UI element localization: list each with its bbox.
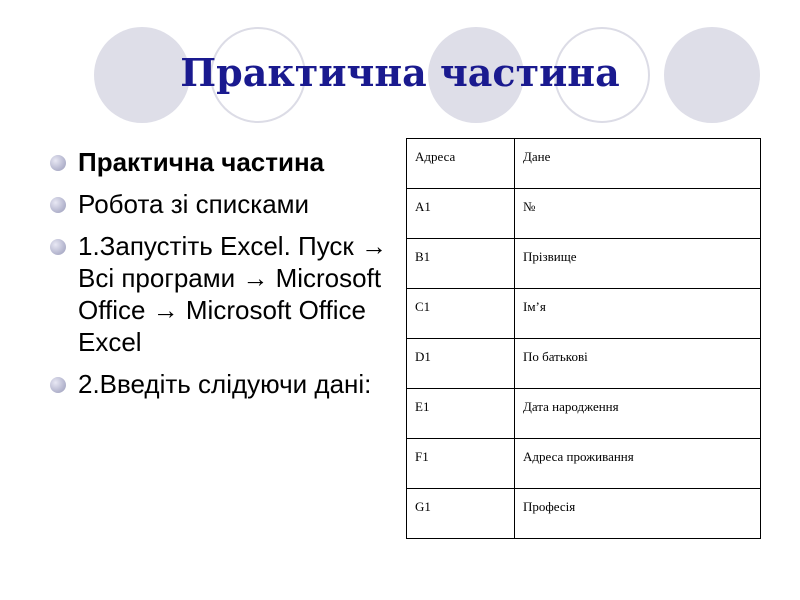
data-table xyxy=(406,138,761,539)
sphere-bullet-icon xyxy=(50,377,66,393)
bullet-list xyxy=(48,146,388,410)
cell-data: Ім’я xyxy=(515,289,761,339)
cell-address: A1 xyxy=(407,189,515,239)
cell-address: E1 xyxy=(407,389,515,439)
header-data: Дане xyxy=(515,139,761,189)
bullet-text: 1.Запустіть Excel. Пуск → Всі програми → Microsoft Office → Microsoft Office Excel xyxy=(78,231,388,357)
table-header-row xyxy=(407,139,761,189)
cell-data: Дата народження xyxy=(515,389,761,439)
bullet-item xyxy=(48,146,388,178)
bullet-item xyxy=(48,188,388,220)
table-row xyxy=(407,239,761,289)
bullet-text: 2.Введіть слідуючи дані: xyxy=(78,369,372,399)
cell-address: G1 xyxy=(407,489,515,539)
header-address: Адреса xyxy=(407,139,515,189)
bullet-item xyxy=(48,230,388,358)
cell-data: Прізвище xyxy=(515,239,761,289)
table-row xyxy=(407,389,761,439)
table-row xyxy=(407,189,761,239)
cell-address: B1 xyxy=(407,239,515,289)
slide-title: Практична частина xyxy=(180,50,620,95)
bullet-item xyxy=(48,368,388,400)
table-row xyxy=(407,289,761,339)
cell-address: D1 xyxy=(407,339,515,389)
table-row xyxy=(407,439,761,489)
table-row xyxy=(407,339,761,389)
cell-data: Професія xyxy=(515,489,761,539)
cell-data: № xyxy=(515,189,761,239)
sphere-bullet-icon xyxy=(50,155,66,171)
cell-data: Адреса проживання xyxy=(515,439,761,489)
sphere-bullet-icon xyxy=(50,239,66,255)
cell-address: F1 xyxy=(407,439,515,489)
bullet-text: Робота зі списками xyxy=(78,189,310,219)
table-row xyxy=(407,489,761,539)
cell-address: C1 xyxy=(407,289,515,339)
cell-data: По батькові xyxy=(515,339,761,389)
bullet-text: Практична частина xyxy=(78,147,325,177)
sphere-bullet-icon xyxy=(50,197,66,213)
